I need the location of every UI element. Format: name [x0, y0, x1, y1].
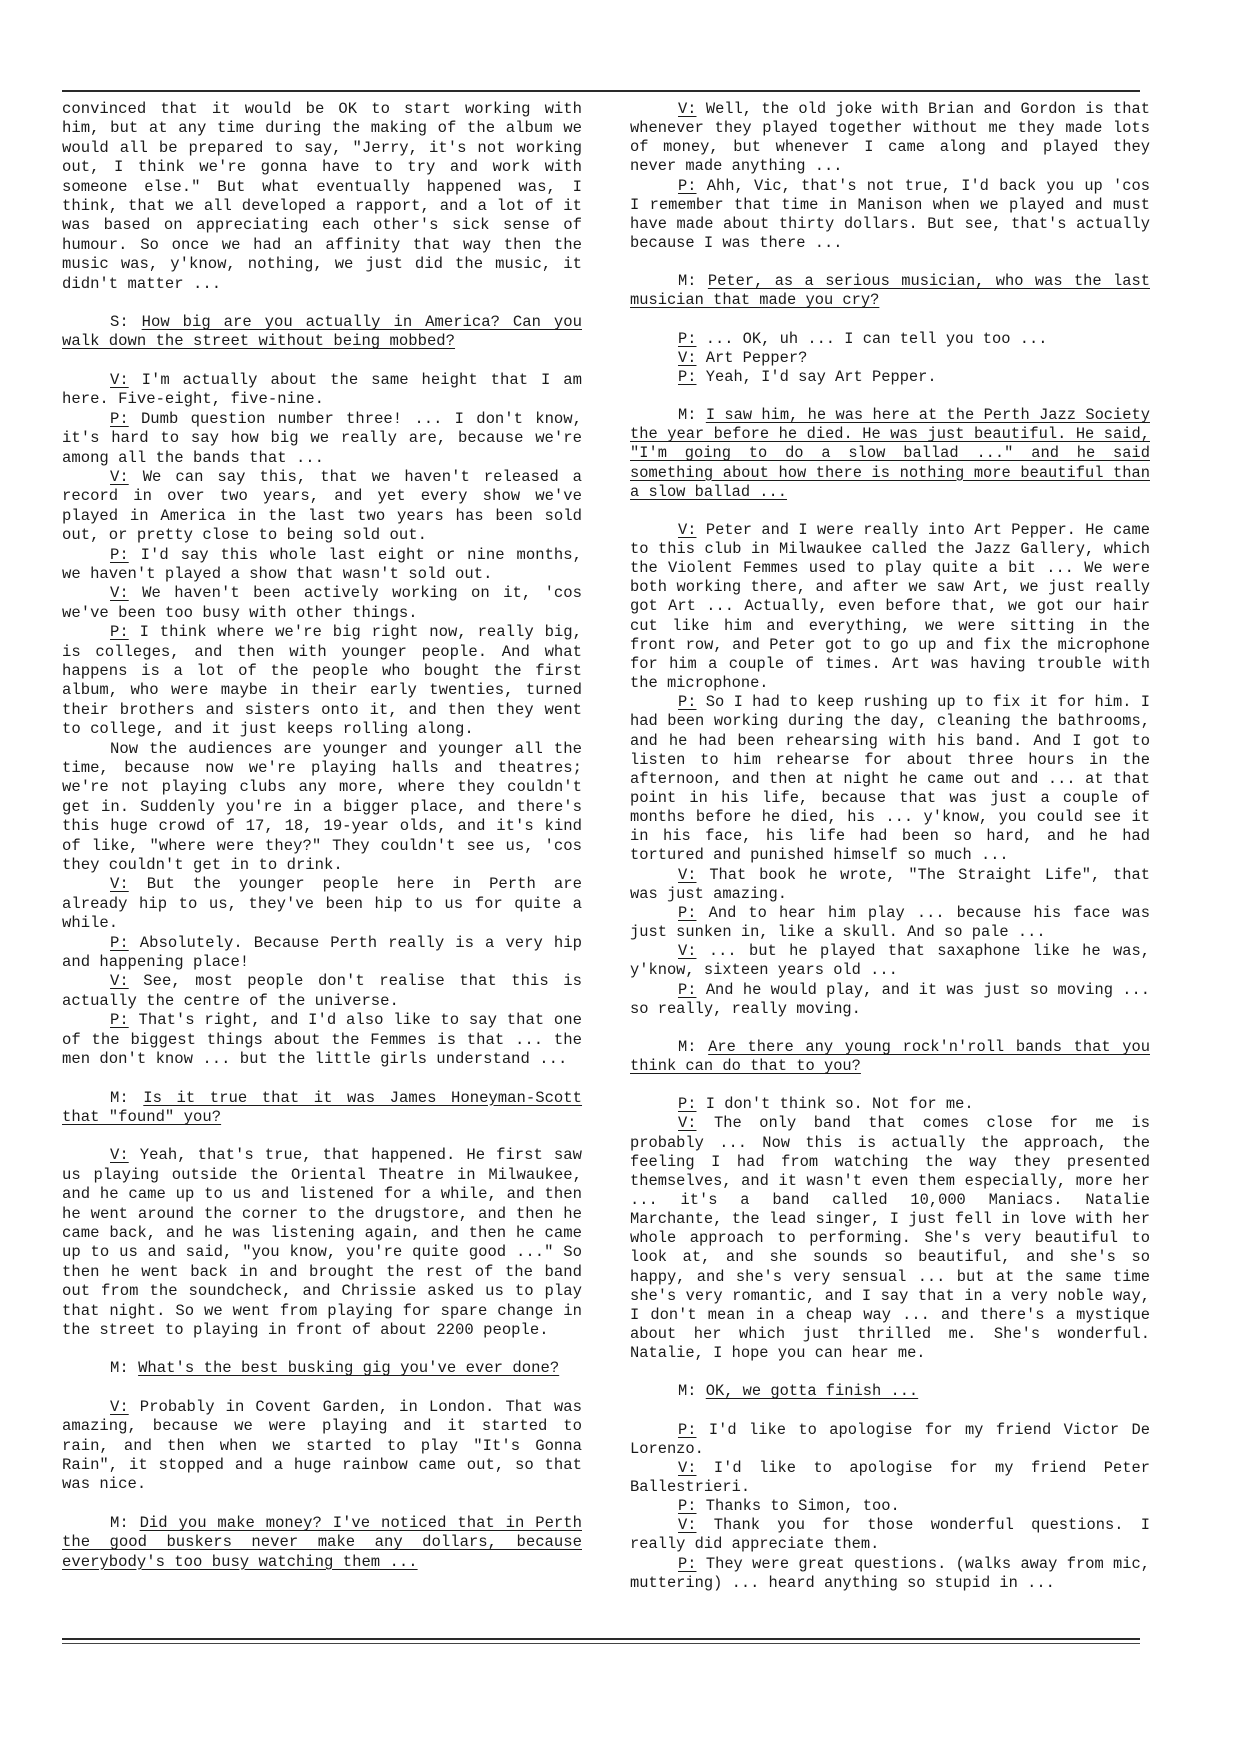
answer-text: Ahh, Vic, that's not true, I'd back you up 'cos I remember that time in Manison when we played and must have made about thirty dollars. But see, that's actually because I was there ...	[630, 176, 1150, 253]
speaker-label: P:	[678, 1420, 697, 1439]
interview-answer	[630, 521, 1150, 693]
interview-answer	[62, 468, 582, 546]
answer-text: So I had to keep rushing up to fix it for him. I had been working during the day, cleaning the bathrooms, and he had been rehearsing with his band. And I got to listen to him rehearse for about three hours in the afternoon, and then at night he came out and ... at that point in his life, because that was just a couple of months before he died, his ... y'know, you could see it in his face, his life had been so hard, and he had tortured and punished himself so much ...	[630, 693, 1150, 865]
answer-text: Well, the old joke with Brian and Gordon is that whenever they played together without me they made lots of money, but whenever I came along and played they never made anything ...	[630, 100, 1150, 176]
answer-text: I'd like to apologise for my friend Victor De Lorenzo.	[630, 1420, 1150, 1458]
question-text: What's the best busking gig you've ever done?	[138, 1359, 560, 1378]
speaker-label: P:	[678, 980, 697, 999]
top-rule	[62, 90, 1140, 92]
speaker-label: V:	[110, 1146, 129, 1165]
speaker-label: P:	[678, 176, 697, 195]
interview-question	[630, 406, 1150, 502]
speaker-label: V:	[110, 875, 129, 894]
speaker-label: V:	[678, 865, 697, 884]
speaker-label: V:	[678, 1458, 697, 1477]
interview-answer	[62, 1398, 582, 1495]
speaker-label: V:	[110, 467, 129, 486]
speaker-label: V:	[678, 520, 697, 539]
speaker-label: V:	[110, 972, 129, 991]
interview-answer	[630, 866, 1150, 904]
speaker-label: S:	[110, 313, 129, 332]
interview-answer	[630, 1095, 1150, 1114]
speaker-label: M:	[110, 1359, 129, 1378]
question-text: Peter, as a serious musician, who was the last musician that made you cry?	[630, 272, 1150, 310]
answer-text: But the younger people here in Perth are already hip to us, they've been hip to us for quite a while.	[62, 875, 583, 933]
interview-question	[62, 1089, 582, 1128]
answer-text: See, most people don't realise that this is actually the centre of the universe.	[62, 972, 583, 1010]
interview-answer	[62, 584, 582, 623]
speaker-label: M:	[110, 1513, 129, 1532]
answer-text: I don't think so. Not for me.	[705, 1095, 974, 1114]
speaker-label: M:	[678, 1037, 697, 1056]
answer-text: We can say this, that we haven't released a record in over two years, and yet every show we've played in America in the last two years has been sold out, or pretty close to being sold out.	[62, 467, 583, 545]
question-text: How big are you actually in America? Can you walk down the street without being mobbed?	[62, 313, 582, 351]
answer-text: Yeah, that's true, that happened. He first saw us playing outside the Oriental Theatre in Milwaukee, and he came up to us and listened for a while, and then he went around the corner to the drugstore, and then he came back, and he was listening again, and then he came up to us and said, "you know, you're quite good ..." So then he went back in and brought the rest of the band out from the soundcheck, and Chrissie asked us to play that night. So we went from playing for spare change in the street to playing in front of about 2200 people.	[62, 1146, 582, 1339]
answer-text: Now the audiences are younger and younger all the time, because now we're playing halls and theatres; we're not playing clubs any more, where they couldn't get in. Suddenly you're in a bigger place, and there's this huge crowd of 17, 18, 19-year olds, and it's kind of like, "where were they?" They couldn't see us, 'cos they couldn't get in to drink.	[62, 739, 582, 875]
answer-text: ... but he played that saxaphone like he was, y'know, sixteen years old ...	[630, 942, 1150, 980]
speaker-label: V:	[678, 1516, 697, 1535]
answer-text: convinced that it would be OK to start working with him, but at any time during the making of the album we would all be prepared to say, "Jerry, it's not working out, I think we're gonna have to try and work with someone else." But what eventually happened was, I think, that we all developed a rapport, and a lot of it was based on appreciating each other's sick sense of humour. So once we had an affinity that way then the music was, y'know, nothing, we just did the music, it didn't matter ...	[62, 100, 582, 293]
interview-answer	[630, 1421, 1150, 1459]
interview-question	[62, 313, 582, 352]
answer-text: Art Pepper?	[705, 348, 808, 367]
speaker-label: V:	[678, 348, 697, 367]
speaker-label: P:	[678, 903, 697, 922]
speaker-label: P:	[678, 1497, 697, 1516]
speaker-label: M:	[678, 406, 697, 425]
interview-answer	[62, 972, 582, 1011]
interview-answer	[630, 330, 1150, 349]
interview-answer	[630, 1497, 1150, 1516]
answer-text: Thanks to Simon, too.	[705, 1497, 900, 1516]
speaker-label: V:	[110, 370, 129, 389]
speaker-label: M:	[678, 272, 697, 291]
interview-answer	[630, 1555, 1150, 1593]
answer-text: The only band that comes close for me is probably ... Now this is actually the approach, the feeling I had from watching the way they presented themselves, and it wasn't even them especially, more her ... it's a band called 10,000 Maniacs. Natalie Marchante, the lead singer, I just fell in love with her whole approach to performing. She's very beautiful to look at, and she sounds so beautiful, and she's so happy, and she's very sensual ... but at the same time she's very romantic, and I say that in a very noble way, I don't mean in a cheap way ... and there's a mystique about her which just thrilled me. She's wonderful. Natalie, I hope you can hear me.	[630, 1114, 1150, 1363]
question-text: Are there any young rock'n'roll bands that you think can do that to you?	[630, 1037, 1150, 1076]
bottom-rule	[62, 1638, 1140, 1640]
question-text: I saw him, he was here at the Perth Jazz Society the year before he died. He was just beautiful. He said, "I'm going to do a slow ballad ..." and he said something about how there is nothing more beautiful than a slow ballad ...	[630, 406, 1150, 501]
speaker-label: P:	[110, 933, 129, 952]
speaker-label: P:	[678, 329, 697, 348]
answer-text: Thank you for those wonderful questions. I really did appreciate them.	[630, 1516, 1150, 1554]
speaker-label: P:	[110, 623, 129, 642]
interview-answer	[62, 623, 582, 739]
speaker-label: V:	[678, 1114, 697, 1133]
answer-text: We haven't been actively working on it, 'cos we've been too busy with other things.	[62, 584, 583, 622]
speaker-label: P:	[678, 1554, 697, 1573]
speaker-label: P:	[678, 1095, 697, 1114]
interview-answer	[630, 693, 1150, 865]
question-text: Did you make money? I've noticed that in Perth the good buskers never make any dollars, because everybody's too busy watching them ...	[62, 1513, 582, 1571]
answer-text: And he would play, and it was just so moving ... so really, really moving.	[630, 980, 1150, 1018]
right-column	[630, 100, 1150, 1593]
answer-text: Yeah, I'd say Art Pepper.	[705, 367, 937, 386]
question-text: Is it true that it was James Honeyman-Scott that "found" you?	[62, 1088, 583, 1126]
answer-text: Absolutely. Because Perth really is a very hip and happening place!	[62, 933, 582, 972]
speaker-label: V:	[110, 1397, 129, 1416]
speaker-label: V:	[678, 942, 697, 961]
speaker-label: P:	[678, 693, 697, 712]
interview-question	[62, 1359, 582, 1378]
interview-answer	[630, 100, 1150, 177]
answer-text: Peter and I were really into Art Pepper. He came to this club in Milwaukee called the Jazz Gallery, which the Violent Femmes used to play quite a bit ... We were both working there, and after we saw Art, we just really got Art ... Actually, even before that, we got our hair cut like him and everything, we were sitting in the front row, and Peter got to go up and fix the microphone for him a couple of times. Art was having trouble with the microphone.	[630, 520, 1150, 693]
left-column	[62, 100, 582, 1591]
bottom-rule-thin	[62, 1643, 1140, 1644]
interview-question	[62, 1514, 582, 1572]
answer-text: That's right, and I'd also like to say that one of the biggest things about the Femmes is that ... the men don't know ... but the little girls understand ...	[62, 1011, 582, 1069]
interview-answer	[630, 904, 1150, 942]
interview-answer	[62, 371, 582, 410]
interview-answer	[630, 1516, 1150, 1554]
answer-text: I'm actually about the same height that I am here. Five-eight, five-nine.	[62, 370, 582, 409]
speaker-label: M:	[678, 1382, 697, 1401]
interview-answer	[62, 1146, 582, 1340]
answer-text: I'd say this whole last eight or nine months, we haven't played a show that wasn't sold out.	[62, 545, 583, 583]
interview-answer	[630, 981, 1150, 1019]
answer-text: I'd like to apologise for my friend Peter Ballestrieri.	[630, 1458, 1150, 1496]
interview-answer	[62, 410, 582, 468]
answer-text: ... OK, uh ... I can tell you too ...	[705, 329, 1048, 348]
speaker-label: P:	[110, 1011, 129, 1030]
interview-answer	[630, 1459, 1150, 1497]
interview-answer	[62, 1011, 582, 1069]
interview-question	[630, 1382, 1150, 1401]
interview-answer	[630, 349, 1150, 368]
speaker-label: V:	[110, 584, 129, 603]
question-text: OK, we gotta finish ...	[705, 1382, 919, 1401]
speaker-label: V:	[678, 100, 697, 118]
interview-answer	[630, 942, 1150, 980]
answer-text: They were great questions. (walks away from mic, muttering) ... heard anything so stupid in ...	[630, 1554, 1150, 1592]
speaker-label: P:	[110, 409, 129, 428]
interview-question	[630, 1038, 1150, 1076]
interview-answer	[630, 368, 1150, 387]
speaker-label: P:	[678, 367, 697, 386]
speaker-label: M:	[110, 1088, 129, 1107]
answer-text: Probably in Covent Garden, in London. That was amazing, because we were playing and it started to rain, and then when we started to play "It's Gonna Rain", it stopped and a huge rainbow came out, so that was nice.	[62, 1397, 582, 1494]
answer-text: That book he wrote, "The Straight Life", that was just amazing.	[630, 865, 1150, 903]
interview-answer	[62, 875, 582, 933]
interview-answer	[62, 934, 582, 973]
interview-question	[630, 272, 1150, 310]
interview-answer	[62, 546, 582, 585]
interview-answer	[62, 740, 582, 876]
interview-answer	[630, 177, 1150, 254]
answer-text: Dumb question number three! ... I don't know, it's hard to say how big we really are, because we're among all the bands that ...	[62, 409, 582, 467]
answer-text: I think where we're big right now, really big, is colleges, and then with younger people. And what happens is a lot of the people who bought the first album, who were maybe in their early twenties, turned their brothers and sisters onto it, and then they went to college, and it just keeps rolling along.	[62, 623, 582, 739]
speaker-label: P:	[110, 545, 129, 564]
interview-answer	[62, 100, 582, 294]
interview-answer	[630, 1114, 1150, 1363]
answer-text: And to hear him play ... because his face was just sunken in, like a skull. And so pale ...	[630, 903, 1150, 942]
